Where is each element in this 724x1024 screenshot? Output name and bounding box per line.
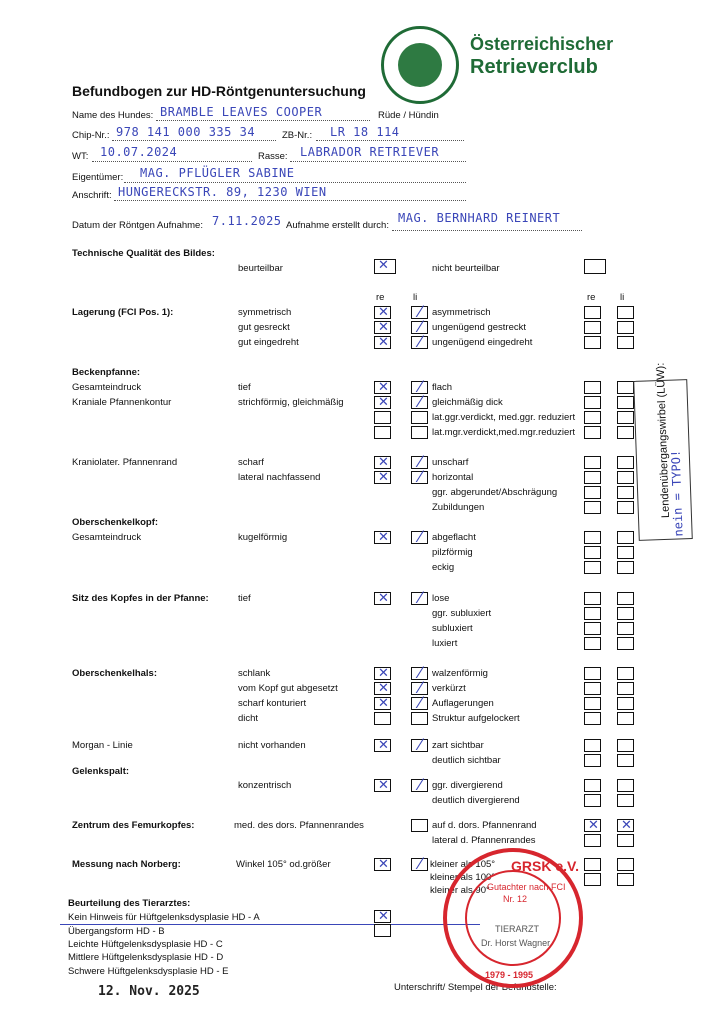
owner-value[interactable]: MAG. PFLÜGLER SABINE <box>140 166 295 180</box>
opt-ggr-abgerundet: ggr. abgerundet/Abschrägung <box>432 487 558 498</box>
checkbox[interactable] <box>617 336 634 349</box>
checkbox[interactable] <box>617 321 634 334</box>
checkbox[interactable] <box>617 858 634 871</box>
opt-ungen-gestreckt: ungenügend gestreckt <box>432 322 527 333</box>
wt-label: WT: <box>72 151 89 162</box>
opt-ungen-eingedreht: ungenügend eingedreht <box>432 337 533 348</box>
zb-value[interactable]: LR 18 114 <box>330 125 400 139</box>
checkbox[interactable] <box>584 858 601 871</box>
checkbox[interactable] <box>374 697 391 710</box>
opt-beurteilbar: beurteilbar <box>238 263 283 274</box>
checkbox[interactable] <box>617 426 634 439</box>
label-kraniale: Kraniale Pfannenkontur <box>72 397 172 408</box>
opt-tief-becken: tief <box>238 382 251 393</box>
opt-schlank: schlank <box>238 668 271 679</box>
checkbox[interactable] <box>411 592 428 605</box>
stamp-grsk: GRSK e.V. <box>511 858 579 874</box>
opt-dicht: dicht <box>238 713 259 724</box>
stamp-title: TIERARZT <box>495 924 539 934</box>
opt-auf-dors: auf d. dors. Pfannenrand <box>432 820 537 831</box>
side-note-box <box>633 362 693 541</box>
checkbox[interactable] <box>584 592 601 605</box>
opt-lateral-pfannen: lateral d. Pfannenrandes <box>432 835 536 846</box>
owner-label: Eigentümer: <box>72 172 124 183</box>
checkbox[interactable] <box>374 858 391 871</box>
opt-walzen: walzenförmig <box>432 668 488 679</box>
norberg-heading: Messung nach Norberg: <box>72 859 181 870</box>
opt-gut-eingedreht: gut eingedreht <box>238 337 299 348</box>
checkbox[interactable] <box>617 456 634 469</box>
checkbox[interactable] <box>617 561 634 574</box>
checkbox[interactable] <box>617 501 634 514</box>
checkbox[interactable] <box>411 471 428 484</box>
checkbox[interactable] <box>374 531 391 544</box>
chip-value[interactable]: 978 141 000 335 34 <box>116 125 256 139</box>
opt-kugelfoermig: kugelförmig <box>238 532 288 543</box>
opt-strichfoermig: strichförmig, gleichmäßig <box>238 397 344 408</box>
beckenpfanne-heading: Beckenpfanne: <box>72 367 141 378</box>
checkbox[interactable] <box>617 607 634 620</box>
checkbox[interactable] <box>617 739 634 752</box>
checkbox[interactable] <box>374 396 391 409</box>
stamp-name: Dr. Horst Wagner <box>481 938 551 948</box>
col-re: re <box>376 292 385 303</box>
opt-unscharf: unscharf <box>432 457 469 468</box>
checkbox[interactable] <box>411 426 428 439</box>
gelenkspalt-heading: Gelenkspalt: <box>72 766 130 777</box>
checkbox[interactable] <box>584 794 601 807</box>
form-title: Befundbogen zur HD-Röntgenuntersuchung <box>72 83 366 99</box>
checkbox[interactable] <box>374 471 391 484</box>
stamp-nr: Nr. 12 <box>503 894 528 904</box>
sex-options[interactable]: Rüde / Hündin <box>378 110 439 121</box>
opt-hd-a: Kein Hinweis für Hüftgelenksdysplasie HD - A <box>68 912 260 923</box>
rasse-label: Rasse: <box>258 151 288 162</box>
checkbox[interactable] <box>374 682 391 695</box>
checkbox[interactable] <box>617 754 634 767</box>
opt-kleiner105: kleiner als 105° <box>430 859 496 870</box>
logo-line1: Österreichischer <box>470 34 614 54</box>
opt-lose: lose <box>432 593 450 604</box>
label-morgan: Morgan - Linie <box>72 740 133 751</box>
checkbox[interactable] <box>374 306 391 319</box>
checkbox[interactable] <box>584 682 601 695</box>
checkbox[interactable] <box>584 531 601 544</box>
opt-lat-mgr: lat.mgr.verdickt,med.mgr.reduziert <box>432 427 576 438</box>
opt-eckig: eckig <box>432 562 455 573</box>
opt-kleiner90: kleiner als 90° <box>430 885 490 896</box>
xray-by-value[interactable]: MAG. BERNHARD REINERT <box>398 211 561 225</box>
checkbox[interactable] <box>411 697 428 710</box>
opt-verkuerzt: verkürzt <box>432 683 466 694</box>
col-li-2: li <box>620 292 625 303</box>
checkbox[interactable] <box>411 396 428 409</box>
xray-date-label: Datum der Röntgen Aufnahme: <box>72 220 203 231</box>
checkbox[interactable] <box>584 501 601 514</box>
opt-deutlich-divergierend: deutlich divergierend <box>432 795 520 806</box>
checkbox[interactable] <box>411 411 428 424</box>
checkbox[interactable] <box>617 834 634 847</box>
opt-hd-c: Leichte Hüftgelenksdysplasie HD - C <box>68 939 223 950</box>
opt-nicht-beurteilbar: nicht beurteilbar <box>432 263 500 274</box>
opt-flach: flach <box>432 382 453 393</box>
checkbox[interactable] <box>374 426 391 439</box>
checkbox[interactable] <box>617 486 634 499</box>
checkbox[interactable] <box>617 779 634 792</box>
opt-luxiert: luxiert <box>432 638 458 649</box>
opt-hd-d: Mittlere Hüftgelenksdysplasie HD - D <box>68 952 224 963</box>
checkbox[interactable] <box>617 712 634 725</box>
opt-symmetrisch: symmetrisch <box>238 307 292 318</box>
club-logo <box>381 26 459 104</box>
checkbox[interactable] <box>374 592 391 605</box>
checkbox[interactable] <box>584 396 601 409</box>
checkbox[interactable] <box>584 819 601 832</box>
opt-ggr-subluxiert: ggr. subluxiert <box>432 608 492 619</box>
wt-value[interactable]: 10.07.2024 <box>100 145 178 159</box>
checkbox[interactable] <box>617 411 634 424</box>
checkbox[interactable] <box>617 794 634 807</box>
checkbox[interactable] <box>374 924 391 937</box>
col-li: li <box>413 292 418 303</box>
checkbox[interactable] <box>584 321 601 334</box>
dog-heads-icon <box>398 43 442 87</box>
checkbox[interactable] <box>584 411 601 424</box>
checkbox[interactable] <box>584 637 601 650</box>
checkbox[interactable] <box>617 819 634 832</box>
address-value[interactable]: HUNGERECKSTR. 89, 1230 WIEN <box>118 185 327 199</box>
opt-zubildungen: Zubildungen <box>432 502 485 513</box>
checkbox[interactable] <box>584 622 601 635</box>
checkbox[interactable] <box>411 712 428 725</box>
checkbox[interactable] <box>584 873 601 886</box>
xray-by-label: Aufnahme erstellt durch: <box>286 220 389 231</box>
chip-label: Chip-Nr.: <box>72 130 110 141</box>
address-label: Anschrift: <box>72 190 112 201</box>
checkbox[interactable] <box>411 819 428 832</box>
checkbox[interactable] <box>411 739 428 752</box>
label-gesamteindruck-kopf: Gesamteindruck <box>72 532 142 543</box>
zb-label: ZB-Nr.: <box>282 130 313 141</box>
checkbox[interactable] <box>584 739 601 752</box>
checkbox[interactable] <box>584 456 601 469</box>
checkbox[interactable] <box>411 858 428 871</box>
checkbox[interactable] <box>584 426 601 439</box>
checkbox[interactable] <box>617 873 634 886</box>
lagerung-heading: Lagerung (FCI Pos. 1): <box>72 307 174 318</box>
checkbox[interactable] <box>584 779 601 792</box>
checkbox[interactable] <box>584 381 601 394</box>
checkbox[interactable] <box>617 546 634 559</box>
oberschenkelhals-heading: Oberschenkelhals: <box>72 668 158 679</box>
checkbox[interactable] <box>374 321 391 334</box>
checkbox[interactable] <box>617 381 634 394</box>
signature-label: Unterschrift/ Stempel der Befundstelle: <box>394 982 557 993</box>
checkbox[interactable] <box>584 561 601 574</box>
checkbox[interactable] <box>617 396 634 409</box>
checkbox[interactable] <box>374 779 391 792</box>
opt-struktur: Struktur aufgelockert <box>432 713 520 724</box>
opt-lat-ggr: lat.ggr.verdickt, med.ggr. reduziert <box>432 412 576 423</box>
checkbox[interactable] <box>374 910 391 923</box>
checkbox[interactable] <box>411 531 428 544</box>
checkbox[interactable] <box>411 779 428 792</box>
checkbox[interactable] <box>584 697 601 710</box>
opt-hd-b: Übergangsform HD - B <box>68 926 165 937</box>
name-value[interactable]: BRAMBLE LEAVES COOPER <box>160 105 323 119</box>
opt-pilzfoermig: pilzförmig <box>432 547 473 558</box>
checkbox[interactable] <box>584 471 601 484</box>
side-note-value: nein = TYPO! <box>668 449 686 537</box>
opt-winkel: Winkel 105° od.größer <box>236 859 331 870</box>
checkbox[interactable] <box>584 712 601 725</box>
checkbox[interactable] <box>617 697 634 710</box>
checkbox[interactable] <box>374 411 391 424</box>
stamp-gutachter: Gutachter nach FCI <box>487 882 566 892</box>
sitz-heading: Sitz des Kopfes in der Pfanne: <box>72 593 209 604</box>
opt-abgeflacht: abgeflacht <box>432 532 476 543</box>
checkbox[interactable] <box>617 667 634 680</box>
checkbox[interactable] <box>584 754 601 767</box>
opt-ggr-divergierend: ggr. divergierend <box>432 780 503 791</box>
checkbox[interactable] <box>584 607 601 620</box>
opt-hd-e: Schwere Hüftgelenksdysplasie HD - E <box>68 966 229 977</box>
opt-lateral-nach: lateral nachfassend <box>238 472 321 483</box>
oberschenkelkopf-heading: Oberschenkelkopf: <box>72 517 159 528</box>
logo-line2: Retrieverclub <box>470 56 598 78</box>
checkbox[interactable] <box>584 306 601 319</box>
col-re-2: re <box>587 292 596 303</box>
checkbox[interactable] <box>374 667 391 680</box>
checkbox-beurteilbar[interactable] <box>374 259 396 274</box>
checkbox[interactable] <box>617 306 634 319</box>
beurteilung-heading: Beurteilung des Tierarztes: <box>68 898 191 909</box>
rasse-value[interactable]: LABRADOR RETRIEVER <box>300 145 440 159</box>
opt-vom-kopf: vom Kopf gut abgesetzt <box>238 683 338 694</box>
vet-stamp <box>443 848 583 988</box>
checkbox[interactable] <box>617 531 634 544</box>
checkbox[interactable] <box>411 336 428 349</box>
label-gesamteindruck-becken: Gesamteindruck <box>72 382 142 393</box>
opt-gut-gestreckt: gut gesreckt <box>238 322 290 333</box>
checkbox[interactable] <box>374 336 391 349</box>
opt-kleiner100: kleiner als 100° <box>430 872 496 883</box>
checkbox[interactable] <box>617 622 634 635</box>
label-kraniolater: Kraniolater. Pfannenrand <box>72 457 178 468</box>
opt-gleichmaessig-dick: gleichmäßig dick <box>432 397 503 408</box>
opt-horizontal: horizontal <box>432 472 474 483</box>
side-note-label: Lendenübergangswirbel (LÜW): <box>654 362 673 519</box>
checkbox[interactable] <box>374 381 391 394</box>
opt-auflagerungen: Auflagerungen <box>432 698 494 709</box>
checkbox[interactable] <box>584 546 601 559</box>
opt-subluxiert: subluxiert <box>432 623 473 634</box>
name-label: Name des Hundes: <box>72 110 154 121</box>
checkbox[interactable] <box>584 486 601 499</box>
checkbox[interactable] <box>617 682 634 695</box>
checkbox[interactable] <box>617 471 634 484</box>
checkbox[interactable] <box>584 834 601 847</box>
checkbox-nicht-beurteilbar[interactable] <box>584 259 606 274</box>
checkbox[interactable] <box>374 712 391 725</box>
opt-zart-sichtbar: zart sichtbar <box>432 740 484 751</box>
zentrum-heading: Zentrum des Femurkopfes: <box>72 820 195 831</box>
stamp-year: 1979 - 1995 <box>485 970 534 980</box>
opt-konzentrisch: konzentrisch <box>238 780 292 791</box>
checkbox[interactable] <box>617 637 634 650</box>
checkbox[interactable] <box>617 592 634 605</box>
checkbox[interactable] <box>374 456 391 469</box>
opt-scharf: scharf <box>238 457 264 468</box>
date-stamp: 12. Nov. 2025 <box>98 984 200 999</box>
technik-heading: Technische Qualität des Bildes: <box>72 248 215 259</box>
xray-date-value[interactable]: 7.11.2025 <box>212 214 282 228</box>
opt-nicht-vorhanden: nicht vorhanden <box>238 740 306 751</box>
opt-med-dors: med. des dors. Pfannenrandes <box>234 820 364 831</box>
checkbox[interactable] <box>584 336 601 349</box>
opt-deutlich-sichtbar: deutlich sichtbar <box>432 755 501 766</box>
checkbox[interactable] <box>584 667 601 680</box>
opt-tief-sitz: tief <box>238 593 251 604</box>
opt-scharf-konturiert: scharf konturiert <box>238 698 307 709</box>
opt-asymmetrisch: asymmetrisch <box>432 307 491 318</box>
checkbox[interactable] <box>374 739 391 752</box>
